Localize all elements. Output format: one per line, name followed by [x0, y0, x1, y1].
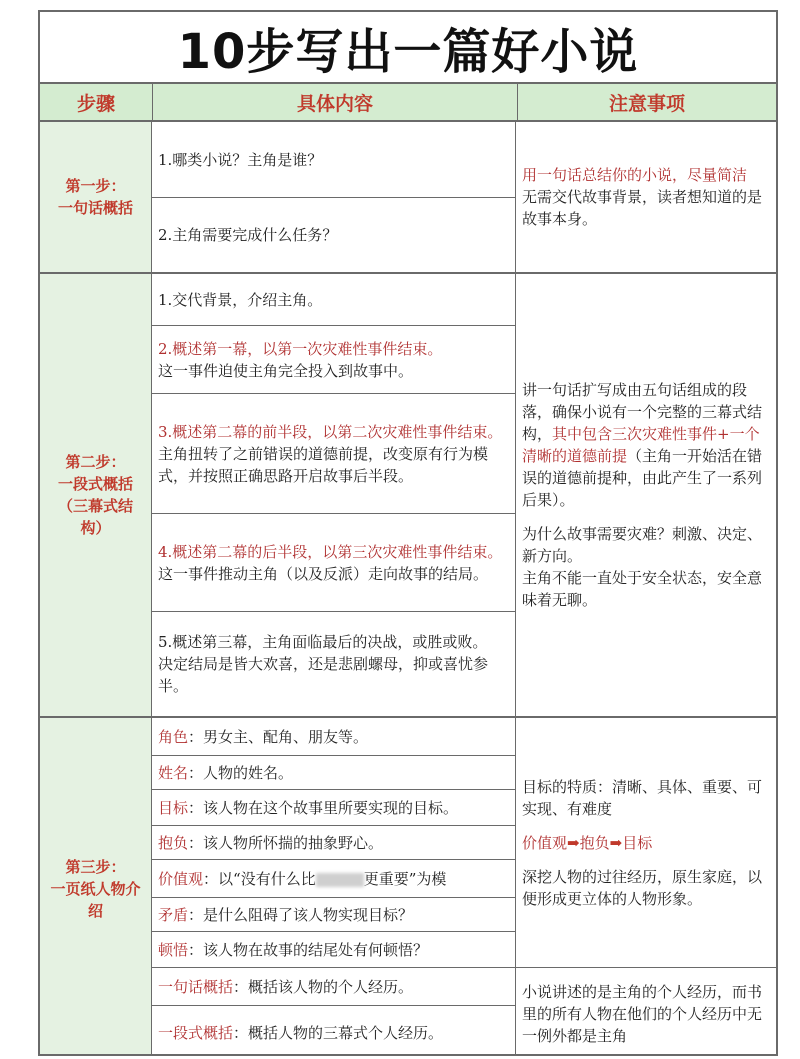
- row-value: 该人物所怀揣的抽象野心。: [203, 833, 384, 852]
- step-3-label: [40, 718, 152, 1056]
- note-text: 无需交代故事背景，读者想知道的是故事本身。: [522, 188, 763, 228]
- table-row: [152, 826, 515, 860]
- row-separator: ：: [188, 727, 204, 746]
- row-text: 2.主角需要完成什么任务？: [158, 226, 338, 244]
- arrow-right-icon: ➡: [609, 833, 623, 852]
- note-highlight: 用一句话总结你的小说，尽量简洁: [522, 166, 748, 184]
- step-1-label-line-2: 一句话概括: [57, 199, 133, 217]
- table-row: [152, 514, 515, 612]
- arrow-right-icon: ➡: [567, 833, 580, 852]
- row-key: 角色: [158, 727, 189, 746]
- table-row: [152, 326, 515, 394]
- row-key: 目标: [158, 798, 189, 817]
- note-text: 主角不能一直处于安全状态，安全意味着无聊。: [522, 569, 763, 609]
- note: [516, 968, 776, 1056]
- step-2-label-line-1: 第二步：: [65, 453, 126, 471]
- row-separator: ：: [233, 977, 249, 996]
- header-step: 步骤: [40, 84, 153, 120]
- note-text: （主角一开始活在错误的道德前提种，由此产生了一系列后果）。: [522, 447, 763, 509]
- row-value: 该人物在这个故事里所要实现的目标。: [203, 798, 459, 817]
- row-key: 一句话概括: [158, 977, 234, 996]
- note: [516, 122, 776, 272]
- row-value: 概括该人物的个人经历。: [248, 977, 414, 996]
- row-text: 5.概述第三幕，主角面临最后的决战，或胜或败。: [158, 633, 488, 651]
- note: [516, 274, 776, 716]
- row-highlight: 2.概述第一幕，以第一次灾难性事件结束。: [158, 339, 443, 358]
- row-key: 一段式概括: [158, 1024, 234, 1042]
- header-notes: 注意事项: [608, 92, 685, 115]
- section-step-1: [40, 122, 776, 274]
- note-text: 目标的特质：清晰、具体、重要、可实现、有难度: [522, 777, 763, 818]
- step-2-label-line-3: （三幕式结构）: [57, 497, 133, 537]
- page-title: 10步写出一篇好小说: [40, 12, 776, 84]
- step-3-label-line-1: 第三步：: [65, 858, 126, 876]
- row-text: 1.哪类小说？主角是谁？: [158, 150, 323, 169]
- row-key: 姓名: [158, 763, 189, 782]
- flow-item: 目标: [622, 833, 653, 852]
- row-separator: ：: [188, 833, 204, 852]
- step-2-label-line-2: 一段式概括: [57, 475, 133, 493]
- table-row: [152, 756, 515, 790]
- row-separator: ：: [233, 1024, 249, 1042]
- table-row: [152, 612, 515, 716]
- row-separator: ：: [188, 905, 204, 924]
- document-sheet: [38, 10, 778, 1056]
- note-text: 深挖人物的过往经历，原生家庭，以便形成更立体的人物形象。: [522, 867, 763, 908]
- flow-item: 价值观: [522, 833, 568, 852]
- row-separator: ：: [188, 763, 204, 782]
- row-key: 顿悟: [158, 940, 189, 959]
- step-1-notes: [516, 122, 776, 272]
- row-text: 这一事件迫使主角完全投入到故事中。: [158, 361, 414, 380]
- row-separator: ：: [188, 798, 204, 817]
- row-value: 概括人物的三幕式个人经历。: [248, 1024, 444, 1042]
- step-3-content: [152, 718, 516, 1056]
- step-2-content: [152, 274, 516, 716]
- note-text: 小说讲述的是主角的个人经历，而书里的所有人物在他们的个人经历中无一例外都是主角: [522, 983, 763, 1045]
- section-step-3: [40, 718, 776, 1056]
- table-row: [152, 932, 515, 968]
- table-row: [152, 718, 515, 756]
- step-2-notes: [516, 274, 776, 716]
- step-1-label: [40, 122, 152, 272]
- row-value: 男女主、配角、朋友等。: [203, 727, 369, 746]
- step-3-label-line-2: 一页纸人物介绍: [50, 880, 141, 920]
- row-value: 以“没有什么比: [218, 869, 316, 888]
- step-3-notes: [516, 718, 776, 1056]
- step-1-content: [152, 122, 516, 272]
- step-1-label-line-1: 第一步：: [65, 177, 126, 195]
- table-row: [152, 968, 515, 1006]
- row-value: 是什么阻碍了该人物实现目标？: [203, 905, 414, 924]
- table-row: [152, 122, 515, 198]
- row-key: 价值观: [158, 869, 204, 888]
- row-separator: ：: [188, 940, 204, 959]
- note-text: 为什么故事需要灾难？刺激、决定、新方向。: [522, 525, 763, 565]
- table-row: [152, 898, 515, 932]
- blurred-text: [316, 873, 364, 887]
- row-text: 决定结局是皆大欢喜，还是悲剧螺母，抑或喜忧参半。: [158, 655, 489, 695]
- note: [516, 718, 776, 968]
- note-text: 讲一句话扩写成由五句话组成的段落，确保小说有一个完整的三幕式结构，: [522, 381, 763, 443]
- row-text: 1.交代背景，介绍主角。: [158, 290, 323, 309]
- flow-item: 抱负: [579, 833, 610, 852]
- note-highlight: 其中包含三次灾难性事件+一个清晰的道德前提: [522, 425, 760, 465]
- row-key: 抱负: [158, 833, 189, 852]
- row-text: 这一事件推动主角（以及反派）走向故事的结局。: [158, 564, 489, 583]
- table-row: [152, 198, 515, 272]
- header-content: 具体内容: [153, 84, 518, 120]
- table-row: [152, 1006, 515, 1056]
- row-highlight: 3.概述第二幕的前半段，以第二次灾难性事件结束。: [158, 422, 503, 441]
- row-value: 人物的姓名。: [203, 763, 294, 782]
- row-separator: ：: [203, 869, 219, 888]
- table-header: [40, 84, 776, 122]
- row-value: 更重要”为模: [363, 869, 447, 888]
- table-row: [152, 394, 515, 514]
- table-row: [152, 274, 515, 326]
- row-key: 矛盾: [158, 905, 189, 924]
- section-step-2: [40, 274, 776, 718]
- note-flow: [522, 832, 770, 854]
- table-row: [152, 860, 515, 898]
- row-value: 该人物在故事的结尾处有何顿悟？: [203, 940, 429, 959]
- row-highlight: 4.概述第二幕的后半段，以第三次灾难性事件结束。: [158, 542, 503, 561]
- row-text: 主角扭转了之前错误的道德前提，改变原有行为模式，并按照正确思路开启故事后半段。: [158, 444, 489, 485]
- step-2-label: [40, 274, 152, 716]
- table-row: [152, 790, 515, 826]
